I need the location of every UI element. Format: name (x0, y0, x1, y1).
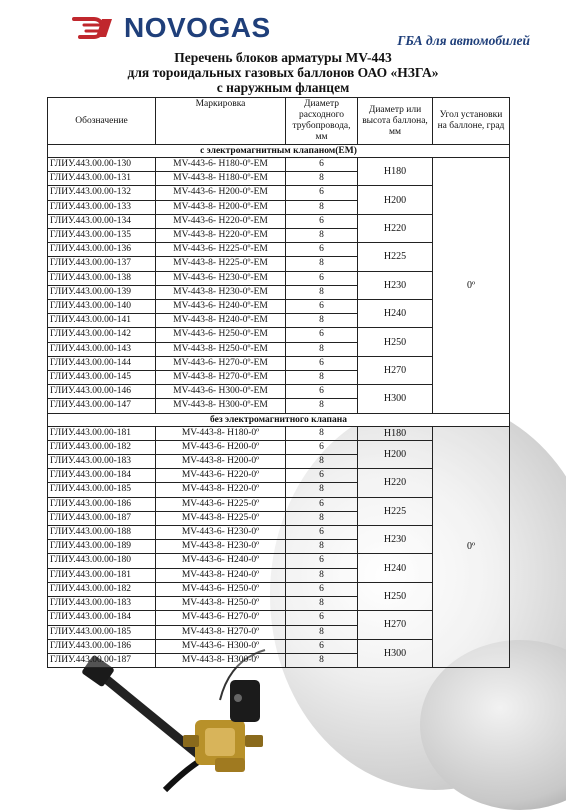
cell-height: H230 (358, 526, 433, 554)
document-title (0, 50, 566, 95)
cell-marking: MV-443-8- H270-0º (156, 625, 286, 639)
cell-diameter: 8 (286, 455, 358, 469)
cell-height: H220 (358, 214, 433, 242)
cell-diameter: 6 (286, 186, 358, 200)
cell-marking: MV-443-6- H250-0º (156, 582, 286, 596)
cell-code: ГЛИУ.443.00.00-181 (48, 426, 156, 440)
cell-diameter: 6 (286, 214, 358, 228)
cell-marking: MV-443-6- H230-0º (156, 526, 286, 540)
cell-diameter: 6 (286, 497, 358, 511)
novogas-logo (70, 12, 271, 44)
section-title: без электромагнитного клапана (48, 413, 510, 426)
cell-height: H180 (358, 158, 433, 186)
cell-code: ГЛИУ.443.00.00-187 (48, 511, 156, 525)
cell-code: ГЛИУ.443.00.00-135 (48, 229, 156, 243)
cell-code: ГЛИУ.443.00.00-134 (48, 214, 156, 228)
cell-code: ГЛИУ.443.00.00-189 (48, 540, 156, 554)
cell-marking: MV-443-6- H230-0º-EM (156, 271, 286, 285)
cell-marking: MV-443-8- H220-0º (156, 483, 286, 497)
cell-marking: MV-443-8- H230-0º (156, 540, 286, 554)
cell-angle: 0º (433, 158, 510, 414)
section-title-row (48, 145, 510, 158)
cell-code: ГЛИУ.443.00.00-185 (48, 483, 156, 497)
cell-height: H270 (358, 611, 433, 639)
header-marking: Маркировка (156, 98, 286, 145)
table-row (48, 158, 510, 172)
title-line-3: с наружным фланцем (216, 80, 350, 95)
cell-angle: 0º (433, 426, 510, 667)
cell-diameter: 8 (286, 597, 358, 611)
cell-code: ГЛИУ.443.00.00-147 (48, 399, 156, 413)
title-line-2: для тороидальных газовых баллонов ОАО «НЗГА» (127, 65, 439, 80)
logo-mark-icon (70, 15, 116, 41)
header-height: Диаметр или высота баллона, мм (358, 98, 433, 145)
cell-diameter: 8 (286, 257, 358, 271)
cell-code: ГЛИУ.443.00.00-141 (48, 314, 156, 328)
cell-height: H240 (358, 300, 433, 328)
table-header-row (48, 98, 510, 145)
cell-code: ГЛИУ.443.00.00-144 (48, 356, 156, 370)
cell-code: ГЛИУ.443.00.00-185 (48, 625, 156, 639)
cell-code: ГЛИУ.443.00.00-136 (48, 243, 156, 257)
cell-diameter: 8 (286, 540, 358, 554)
cell-code: ГЛИУ.443.00.00-183 (48, 597, 156, 611)
cell-diameter: 8 (286, 200, 358, 214)
cell-marking: MV-443-8- H240-0º (156, 568, 286, 582)
cell-diameter: 6 (286, 639, 358, 653)
cell-code: ГЛИУ.443.00.00-181 (48, 568, 156, 582)
cell-marking: MV-443-8- H180-0º-EM (156, 172, 286, 186)
cell-diameter: 6 (286, 526, 358, 540)
cell-marking: MV-443-6- H300-0º-EM (156, 385, 286, 399)
cell-code: ГЛИУ.443.00.00-132 (48, 186, 156, 200)
cell-marking: MV-443-8- H230-0º-EM (156, 285, 286, 299)
valve-table (47, 97, 510, 668)
cell-height: H240 (358, 554, 433, 582)
cell-height: H200 (358, 440, 433, 468)
cell-marking: MV-443-6- H240-0º (156, 554, 286, 568)
cell-diameter: 8 (286, 229, 358, 243)
cell-marking: MV-443-6- H270-0º-EM (156, 356, 286, 370)
cell-marking: MV-443-6- H220-0º-EM (156, 214, 286, 228)
table-row (48, 426, 510, 440)
cell-marking: MV-443-8- H200-0º (156, 455, 286, 469)
cell-marking: MV-443-8- H270-0º-EM (156, 371, 286, 385)
valve-table-container (47, 97, 509, 668)
cell-code: ГЛИУ.443.00.00-130 (48, 158, 156, 172)
cell-code: ГЛИУ.443.00.00-146 (48, 385, 156, 399)
cell-height: H230 (358, 271, 433, 299)
cell-code: ГЛИУ.443.00.00-180 (48, 554, 156, 568)
cell-marking: MV-443-6- H180-0º-EM (156, 158, 286, 172)
header-code: Обозначение (48, 98, 156, 145)
cell-marking: MV-443-8- H220-0º-EM (156, 229, 286, 243)
section-title-row (48, 413, 510, 426)
cell-diameter: 6 (286, 158, 358, 172)
cell-diameter: 6 (286, 469, 358, 483)
cell-marking: MV-443-8- H225-0º-EM (156, 257, 286, 271)
cell-code: ГЛИУ.443.00.00-143 (48, 342, 156, 356)
cell-code: ГЛИУ.443.00.00-138 (48, 271, 156, 285)
cell-code: ГЛИУ.443.00.00-184 (48, 469, 156, 483)
cell-marking: MV-443-6- H200-0º-EM (156, 186, 286, 200)
cell-diameter: 6 (286, 271, 358, 285)
cell-code: ГЛИУ.443.00.00-140 (48, 300, 156, 314)
cell-code: ГЛИУ.443.00.00-142 (48, 328, 156, 342)
cell-code: ГЛИУ.443.00.00-137 (48, 257, 156, 271)
section-with-em (48, 145, 510, 414)
cell-marking: MV-443-8- H250-0º (156, 597, 286, 611)
header-diameter: Диаметр расходного трубопровода, мм (286, 98, 358, 145)
cell-diameter: 8 (286, 342, 358, 356)
cell-diameter: 6 (286, 300, 358, 314)
cell-marking: MV-443-8- H200-0º-EM (156, 200, 286, 214)
cell-height: H225 (358, 243, 433, 271)
cell-marking: MV-443-6- H200-0º (156, 440, 286, 454)
cell-code: ГЛИУ.443.00.00-184 (48, 611, 156, 625)
cell-diameter: 8 (286, 314, 358, 328)
cell-height: H200 (358, 186, 433, 214)
cell-diameter: 8 (286, 371, 358, 385)
cell-marking: MV-443-6- H220-0º (156, 469, 286, 483)
cell-diameter: 6 (286, 582, 358, 596)
section-title: с электромагнитным клапаном(ЕМ) (48, 145, 510, 158)
cell-marking: MV-443-6- H225-0º-EM (156, 243, 286, 257)
cell-marking: MV-443-8- H180-0º (156, 426, 286, 440)
cell-code: ГЛИУ.443.00.00-133 (48, 200, 156, 214)
section-without-em (48, 413, 510, 667)
brand-name: NOVOGAS (124, 12, 271, 43)
cell-diameter: 6 (286, 385, 358, 399)
cell-height: H225 (358, 497, 433, 525)
cell-code: ГЛИУ.443.00.00-145 (48, 371, 156, 385)
cell-marking: MV-443-8- H300-0º (156, 653, 286, 667)
cell-diameter: 8 (286, 568, 358, 582)
cell-code: ГЛИУ.443.00.00-131 (48, 172, 156, 186)
cell-marking: MV-443-6- H240-0º-EM (156, 300, 286, 314)
cell-diameter: 8 (286, 511, 358, 525)
cell-marking: MV-443-8- H225-0º (156, 511, 286, 525)
cell-marking: MV-443-6- H225-0º (156, 497, 286, 511)
cell-code: ГЛИУ.443.00.00-182 (48, 582, 156, 596)
cell-height: H250 (358, 582, 433, 610)
cell-diameter: 6 (286, 356, 358, 370)
cell-height: H300 (358, 385, 433, 413)
cell-code: ГЛИУ.443.00.00-183 (48, 455, 156, 469)
cell-diameter: 8 (286, 426, 358, 440)
header-angle: Угол установки на баллоне, град (433, 98, 510, 145)
cell-code: ГЛИУ.443.00.00-188 (48, 526, 156, 540)
cell-marking: MV-443-8- H250-0º-EM (156, 342, 286, 356)
cell-diameter: 8 (286, 172, 358, 186)
cell-diameter: 6 (286, 611, 358, 625)
cell-marking: MV-443-6- H270-0º (156, 611, 286, 625)
cell-code: ГЛИУ.443.00.00-139 (48, 285, 156, 299)
tagline: ГБА для автомобилей (397, 33, 530, 48)
cell-code: ГЛИУ.443.00.00-187 (48, 653, 156, 667)
cell-height: H300 (358, 639, 433, 667)
cell-height: H250 (358, 328, 433, 356)
cell-diameter: 8 (286, 653, 358, 667)
cell-code: ГЛИУ.443.00.00-186 (48, 497, 156, 511)
cell-marking: MV-443-6- H300-0º (156, 639, 286, 653)
cell-diameter: 8 (286, 483, 358, 497)
cell-diameter: 8 (286, 285, 358, 299)
cell-marking: MV-443-6- H250-0º-EM (156, 328, 286, 342)
cell-diameter: 6 (286, 243, 358, 257)
cell-height: H270 (358, 356, 433, 384)
cell-height: H180 (358, 426, 433, 440)
cell-diameter: 8 (286, 625, 358, 639)
cell-diameter: 6 (286, 440, 358, 454)
cell-diameter: 6 (286, 328, 358, 342)
cell-diameter: 8 (286, 399, 358, 413)
cell-marking: MV-443-8- H300-0º-EM (156, 399, 286, 413)
cell-height: H220 (358, 469, 433, 497)
title-line-1: Перечень блоков арматуры MV-443 (174, 50, 392, 65)
cell-marking: MV-443-8- H240-0º-EM (156, 314, 286, 328)
cell-code: ГЛИУ.443.00.00-186 (48, 639, 156, 653)
cell-code: ГЛИУ.443.00.00-182 (48, 440, 156, 454)
cell-diameter: 6 (286, 554, 358, 568)
